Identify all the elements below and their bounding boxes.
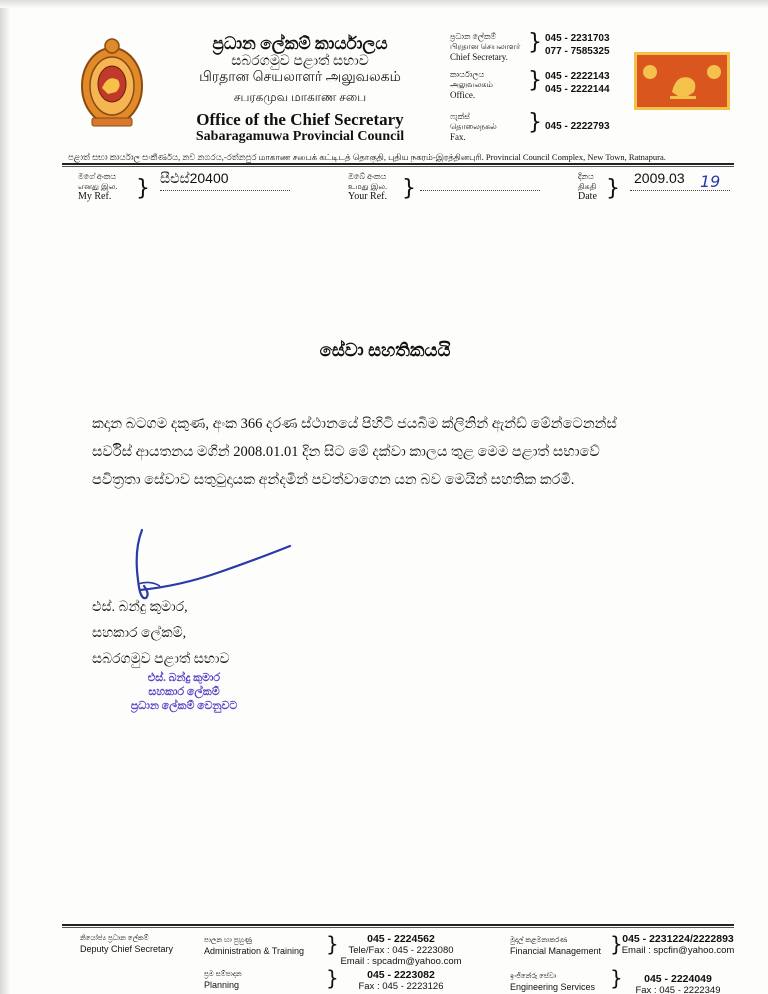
address-line: පළාත් සභා කාර්යාල සංකීර්ණය, නව නගරය,-රත්නපුර மாகாண சபைக் கட்டிடத் தொகுதி, புதிய நகரம்-இரத்தினபுரி. Provincial Council Complex, New Town, Ratnapura. <box>68 152 666 162</box>
scan-edge-left <box>0 0 10 994</box>
footer-admin-contacts: 045 - 2224562 Tele/Fax : 045 - 2223080 Email : spcadm@yahoo.com <box>340 933 462 967</box>
body-line-3: පවිත්‍රතා සේවාව සතුටුදායක අන්දමින් පවත්වාගෙන යන බව මෙයින් සහතික කරමි. <box>92 472 575 488</box>
my-ref-value: සීඑස්20400 <box>160 170 229 186</box>
contact-number-fax: 045 - 2222793 <box>545 121 610 132</box>
provincial-flag-icon <box>634 52 730 110</box>
footer-engineering-label: ඉංජිනේරු සේවා Engineering Services <box>510 973 596 992</box>
council-title-tamil: சபரகமுவ மாகாண சபை <box>233 90 367 104</box>
brace-icon: } <box>610 932 623 956</box>
my-ref-dotted-line <box>160 190 290 191</box>
contact-numbers-office: 045 - 2222143 045 - 2222144 <box>545 71 610 95</box>
official-stamp-line-1: එස්. බන්දු කුමාර <box>147 672 221 684</box>
official-stamp-line-2: සහකාර ලේකම් <box>148 686 220 698</box>
body-line-1: කදාන බටගම දකුණ, අංක 366 දරණ ස්ථානයේ පිහිටි ජයබිම ක්ලිනින් ඇන්ඩ් මේන්ටෙනන්ස් <box>92 416 617 432</box>
contact-label-office: කාර්යාලය அலுவலகம் Office. <box>450 70 493 100</box>
date-label: දිනය திகதி Date <box>578 172 597 202</box>
your-ref-label: ඔබේ අංකය உமது இல. Your Ref. <box>348 172 388 202</box>
contact-label-fax: ෆැක්ස් தொலைநகல் Fax. <box>450 112 497 142</box>
brace-icon: } <box>326 932 339 956</box>
brace-icon: } <box>610 966 623 990</box>
footer-admin-label: පාලන හා පුහුණු Administration & Training <box>204 937 305 956</box>
header-rule-thin <box>62 166 734 167</box>
brace-icon: } <box>326 966 339 990</box>
date-day-handwritten: 19 <box>700 172 721 191</box>
office-title-tamil: பிரதான செயலாளர் அலுவலகம் <box>199 70 401 85</box>
office-title-sinhala: ප්‍රධාන ලේකම් කාර්යාලය <box>212 34 388 53</box>
office-title-english: Office of the Chief Secretary <box>196 110 404 129</box>
my-ref-label: මගේ අංකය எனது இல. My Ref. <box>78 172 118 202</box>
council-title-sinhala: සබරගමුව පළාත් සභාව <box>231 54 369 69</box>
contact-numbers-chief-secretary: 045 - 2231703 077 - 7585325 <box>545 33 610 57</box>
your-ref-dotted-line <box>420 190 540 191</box>
brace-icon: } <box>136 176 150 201</box>
brace-icon: } <box>606 176 620 201</box>
footer-finance-label: මුදල් කළමනාකරණ Financial Management <box>510 937 602 956</box>
certificate-heading: සේවා සහතිකයයි <box>319 340 451 360</box>
sri-lanka-emblem-icon <box>78 36 146 128</box>
signatory-title: සහකාර ලේකම්, <box>92 626 187 641</box>
scan-edge-top <box>0 0 768 8</box>
date-dotted-line <box>630 190 730 191</box>
footer-rule-thin <box>62 927 734 928</box>
contact-label-chief-secretary: ප්‍රධාන ලේකම් பிரதான செயலாளர் Chief Secretary. <box>450 32 521 62</box>
brace-icon: } <box>528 68 542 93</box>
signatory-organization: සබරගමුව පළාත් සභාව <box>92 652 230 667</box>
brace-icon: } <box>528 110 542 135</box>
date-value: 2009.03 <box>634 170 685 186</box>
footer-engineering-contacts: 045 - 2224049 Fax : 045 - 2222349 <box>635 973 721 994</box>
header-rule <box>62 163 734 165</box>
signatory-name: එස්. බන්දු කුමාර, <box>92 600 188 615</box>
footer-finance-contacts: 045 - 2231224/2222893 Email : spcfin@yahoo.com <box>621 933 735 956</box>
council-title-english: Sabaragamuwa Provincial Council <box>195 129 405 144</box>
body-line-2: සර්විස් ආයතනය මගින් 2008.01.01 දින සිට මේ දක්වා කාලය තුළ මෙම පළාත් සභාවේ <box>92 444 600 460</box>
brace-icon: } <box>402 176 416 201</box>
footer-planning-label: ප්‍රම සම්පාදන Planning <box>204 971 242 990</box>
footer-planning-contacts: 045 - 2223082 Fax : 045 - 2223126 <box>358 969 444 992</box>
brace-icon: } <box>528 30 542 55</box>
footer-rule <box>62 924 734 926</box>
footer-deputy-label: නියෝජ්‍ය ප්‍රධාන ලේකම් Deputy Chief Secretary <box>80 935 174 954</box>
handwritten-signature <box>120 520 300 610</box>
official-stamp-line-3: ප්‍රධාන ලේකම් වෙනුවට <box>130 700 238 712</box>
